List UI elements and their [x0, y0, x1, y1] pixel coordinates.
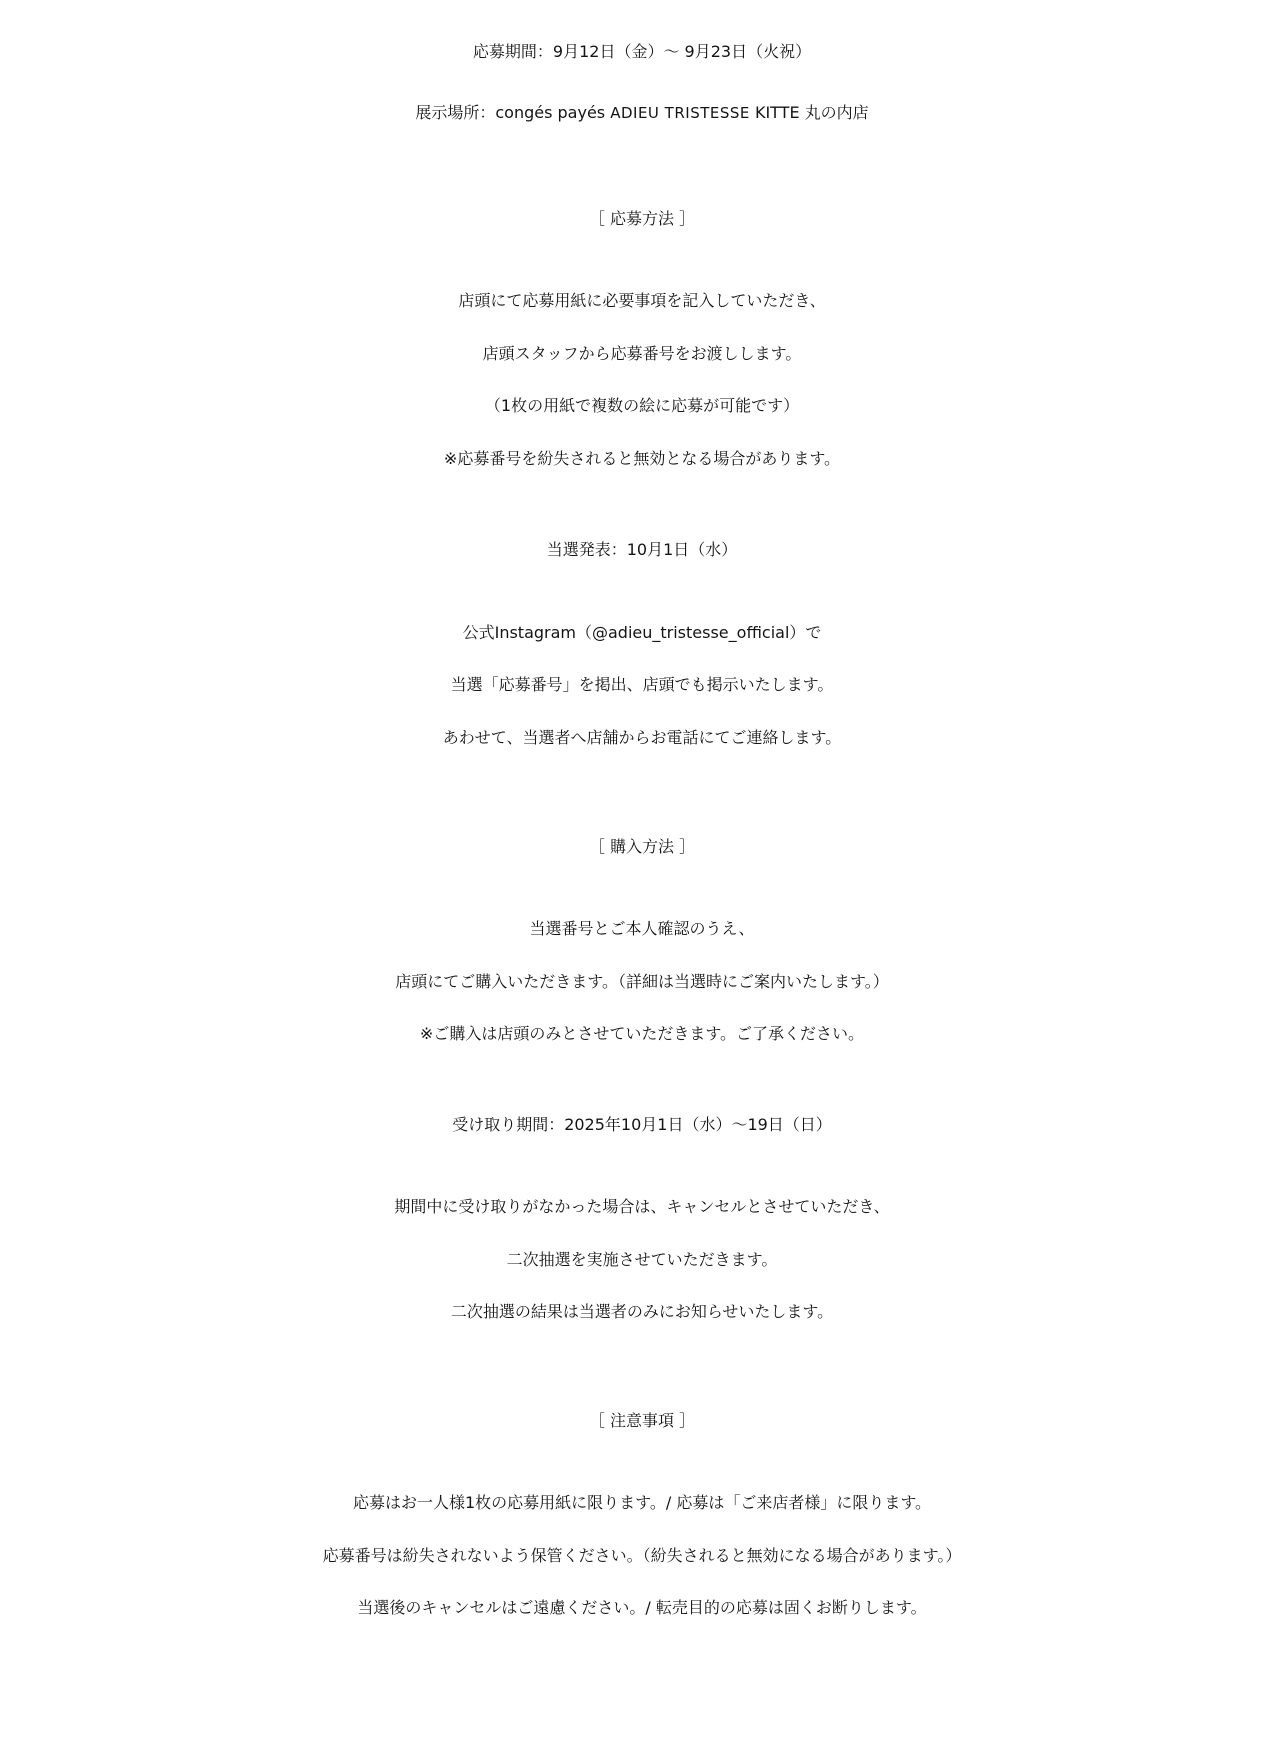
- venue-suffix: KITTE 丸の内店: [749, 103, 869, 122]
- how-to-apply-line: 店頭スタッフから応募番号をお渡しします。: [482, 344, 802, 363]
- how-to-buy-heading: ［ 購入方法 ］: [588, 837, 696, 856]
- how-to-buy-line: ※ご購入は店頭のみとさせていただきます。ご了承ください。: [419, 1024, 865, 1043]
- notes-line: 応募番号は紛失されないよう保管ください。（紛失されると無効になる場合があります。）: [322, 1546, 962, 1565]
- announcement-line: あわせて、当選者へ店舗からお電話にてご連絡します。: [442, 728, 842, 747]
- exhibition-venue: [0, 93, 1284, 133]
- announcement-date: 当選発表：10月1日（水）: [546, 540, 738, 559]
- how-to-buy-line: 当選番号とご本人確認のうえ、: [529, 919, 755, 938]
- announcement-line: 公式Instagram（@adieu_tristesse_official）で: [462, 623, 822, 642]
- venue-brand: ADIEU TRISTESSE: [610, 104, 750, 122]
- pickup-line: 期間中に受け取りがなかった場合は、キャンセルとさせていただき、: [394, 1197, 890, 1216]
- pickup-line: 二次抽選の結果は当選者のみにお知らせいたします。: [450, 1302, 834, 1321]
- notes-heading: ［ 注意事項 ］: [588, 1411, 696, 1430]
- pickup-line: 二次抽選を実施させていただきます。: [506, 1250, 778, 1269]
- pickup-period: 受け取り期間：2025年10月1日（水）〜19日（日）: [452, 1115, 832, 1134]
- application-period: 応募期間：9月12日（金）〜 9月23日（火祝）: [472, 42, 812, 61]
- how-to-apply-heading: ［ 応募方法 ］: [588, 209, 696, 228]
- how-to-apply-line: 店頭にて応募用紙に必要事項を記入していただき、: [458, 291, 826, 310]
- venue-prefix: 展示場所：congés payés: [415, 103, 611, 122]
- how-to-apply-line: （1枚の用紙で複数の絵に応募が可能です）: [484, 396, 800, 415]
- how-to-buy-line: 店頭にてご購入いただきます。（詳細は当選時にご案内いたします。）: [395, 972, 889, 991]
- announcement-line: 当選「応募番号」を掲出、店頭でも掲示いたします。: [450, 675, 834, 694]
- how-to-apply-line: ※応募番号を紛失されると無効となる場合があります。: [443, 449, 841, 468]
- notes-line: 応募はお一人様1枚の応募用紙に限ります。/ 応募は「ご来店者様」に限ります。: [352, 1493, 932, 1512]
- notes-line: 当選後のキャンセルはご遠慮ください。/ 転売目的の応募は固くお断りします。: [357, 1598, 927, 1617]
